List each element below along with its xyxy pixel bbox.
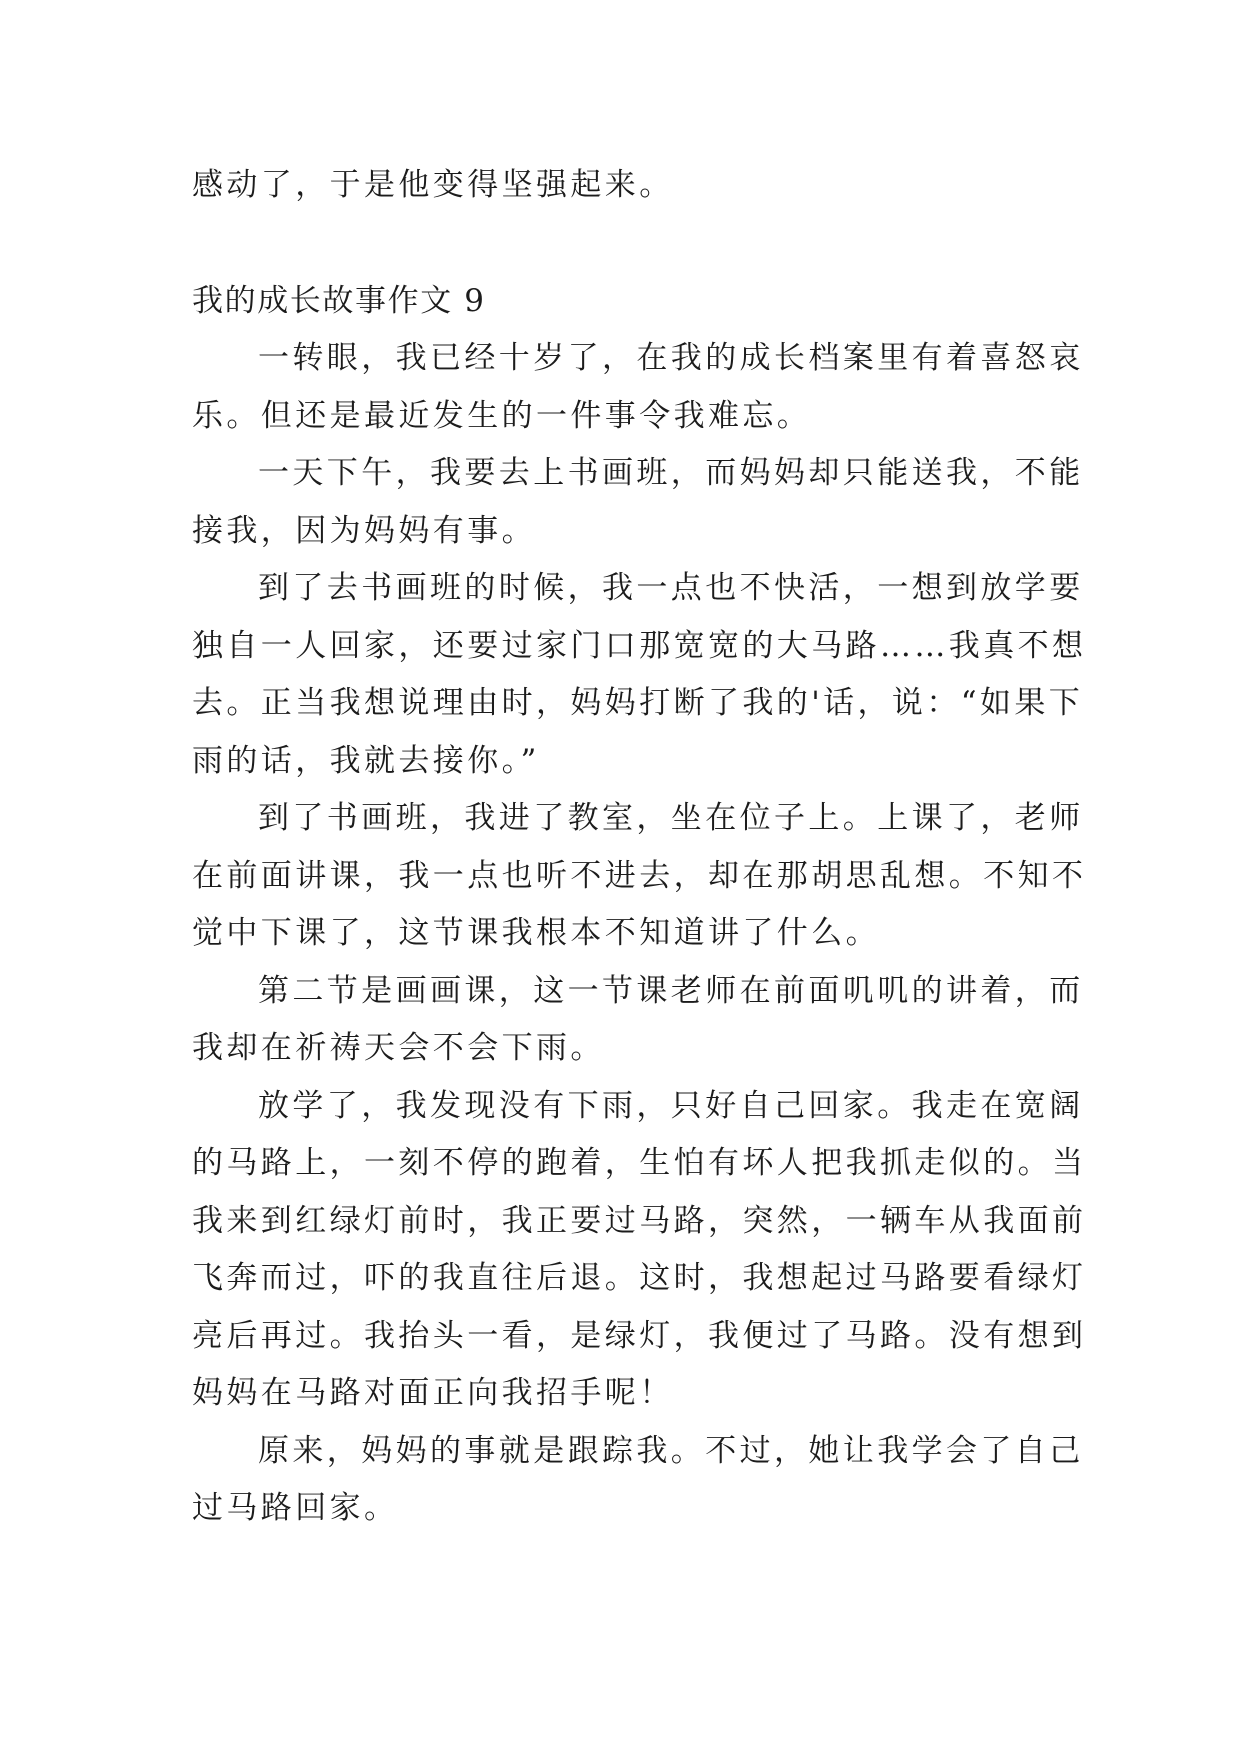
paragraph-line: 亮后再过。我抬头一看，是绿灯，我便过了马路。没有想到 [192,1317,1087,1354]
document-body [192,157,1087,1538]
paragraph-line: 妈妈在马路对面正向我招手呢！ [192,1375,674,1411]
paragraph-line: 过马路回家。 [192,1490,399,1526]
paragraph-line: 在前面讲课，我一点也听不进去，却在那胡思乱想。不知不 [192,857,1087,894]
paragraph-line: 乐。但还是最近发生的一件事令我难忘。 [192,397,812,434]
continuation-line: 感动了，于是他变得坚强起来。 [192,167,674,203]
paragraph-7 [192,1423,1084,1538]
paragraph-line: 第二节是画画课，这一节课老师在前面叽叽的讲着，而 [258,972,1084,1009]
paragraph-2 [192,445,1084,560]
paragraph-line: 我却在祈祷天会不会下雨。 [192,1030,605,1066]
paragraph-line: 到了书画班，我进了教室，坐在位子上。上课了，老师 [258,800,1084,836]
paragraph-line: 一转眼，我已经十岁了，在我的成长档案里有着喜怒哀 [258,340,1084,376]
paragraph-line: 独自一人回家，还要过家门口那宽宽的大马路……我真不想 [192,627,1087,664]
paragraph-line: 飞奔而过，吓的我直往后退。这时，我想起过马路要看绿灯 [192,1260,1087,1296]
paragraph-line: 原来，妈妈的事就是跟踪我。不过，她让我学会了自己 [258,1432,1084,1469]
paragraph-3 [192,560,1087,790]
paragraph-line: 我来到红绿灯前时，我正要过马路，突然，一辆车从我面前 [192,1202,1087,1239]
paragraph-line: 去。正当我想说理由时，妈妈打断了我的'话，说：“如果下 [192,685,1084,721]
paragraph-line: 雨的话，我就去接你。” [192,742,540,779]
paragraph-line: 觉中下课了，这节课我根本不知道讲了什么。 [192,915,880,951]
blank-line [192,215,1050,273]
paragraph-line: 一天下午，我要去上书画班，而妈妈却只能送我，不能 [258,455,1084,491]
paragraph-6 [192,1078,1087,1423]
paragraph-line: 接我，因为妈妈有事。 [192,512,536,549]
paragraph-line: 到了去书画班的时候，我一点也不快活，一想到放学要 [258,570,1084,606]
paragraph-line: 放学了，我发现没有下雨，只好自己回家。我走在宽阔 [258,1087,1084,1124]
paragraph-line: 的马路上，一刻不停的跑着，生怕有坏人把我抓走似的。当 [192,1145,1087,1181]
paragraph-1 [192,330,1084,445]
essay-title: 我的成长故事作文 9 [192,282,486,319]
paragraph-4 [192,790,1087,963]
paragraph-5 [192,963,1084,1078]
